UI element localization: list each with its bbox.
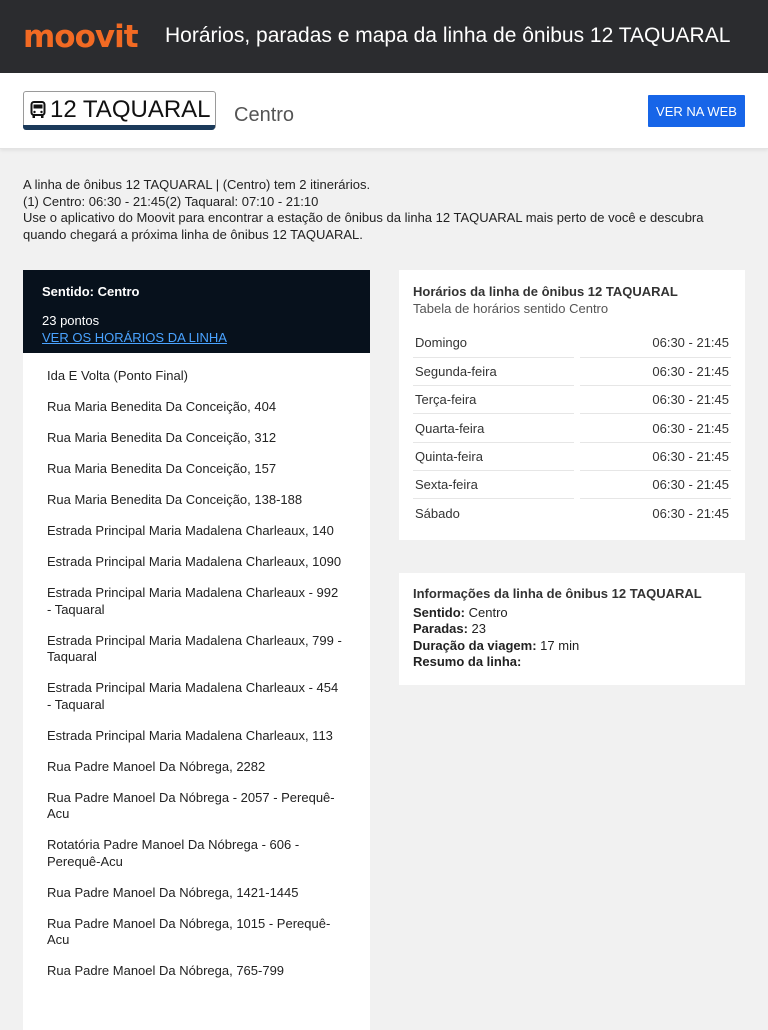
stop-item[interactable]: Estrada Principal Maria Madalena Charleaux, 113 (47, 727, 333, 743)
info-summary-label: Resumo da linha: (413, 653, 522, 669)
stop-item[interactable]: Rotatória Padre Manoel Da Nóbrega - 606 - Perequê-Acu (47, 837, 300, 869)
stop-item[interactable]: Rua Maria Benedita Da Conceição, 138-188 (47, 492, 303, 507)
line-badge (23, 91, 216, 129)
stops-count: 23 pontos (42, 313, 100, 328)
stop-item[interactable]: Estrada Principal Maria Madalena Charleaux - 454 - Taquaral (47, 680, 339, 712)
info-stops (413, 621, 731, 637)
info-duration-value: 17 min (540, 637, 580, 653)
schedule-day: Quarta-feira (413, 414, 574, 442)
intro-line-2: (1) Centro: 06:30 - 21:45(2) Taquaral: 07:10 - 21:10 (23, 193, 319, 209)
info-summary (413, 654, 731, 670)
intro-line-3: Use o aplicativo do Moovit para encontrar a estação de ônibus da linha 12 TAQUARAL mais perto de você e descubra quando chegará a próxima linha de ônibus 12 TAQUARAL. (23, 210, 704, 242)
schedule-hours: 06:30 - 21:45 (580, 386, 731, 414)
stop-item[interactable]: Ida E Volta (Ponto Final) (47, 368, 188, 383)
info-duration (413, 638, 731, 654)
stop-item[interactable]: Rua Padre Manoel Da Nóbrega, 1421-1445 (47, 884, 299, 900)
stops-direction: Sentido: Centro (42, 284, 140, 299)
info-stops-label: Paradas: (413, 621, 468, 637)
stop-item[interactable]: Estrada Principal Maria Madalena Charleaux - 992 - Taquaral (47, 585, 339, 617)
schedule-hours: 06:30 - 21:45 (580, 442, 731, 470)
intro-line-1: A linha de ônibus 12 TAQUARAL | (Centro) tem 2 itinerários. (23, 177, 371, 192)
schedule-row (413, 470, 731, 498)
logo-text: moovit (23, 18, 138, 55)
schedule-row (413, 499, 731, 527)
schedule-row (413, 414, 731, 442)
info-direction-value: Centro (468, 605, 508, 620)
stop-item[interactable]: Estrada Principal Maria Madalena Charleaux, 799 - Taquaral (47, 632, 342, 664)
view-schedule-link[interactable]: VER OS HORÁRIOS DA LINHA (42, 330, 227, 345)
stop-item[interactable]: Estrada Principal Maria Madalena Charleaux, 1090 (47, 554, 342, 569)
stop-item[interactable]: Rua Maria Benedita Da Conceição, 157 (47, 461, 277, 476)
stop-item[interactable]: Estrada Principal Maria Madalena Charleaux, 140 (47, 523, 334, 538)
line-name: 12 TAQUARAL (50, 96, 211, 123)
schedule-hours: 06:30 - 21:45 (652, 505, 729, 521)
schedule-card (399, 270, 745, 540)
schedule-table (413, 329, 731, 527)
line-destination: Centro (234, 104, 295, 126)
info-direction (413, 605, 731, 621)
schedule-day: Sábado (415, 505, 460, 521)
schedule-day: Domingo (413, 329, 574, 357)
stop-item[interactable]: Rua Padre Manoel Da Nóbrega, 1015 - Perequê-Acu (47, 915, 331, 947)
stops-list (23, 353, 370, 980)
schedule-day: Quinta-feira (413, 442, 574, 470)
moovit-logo[interactable] (23, 19, 145, 55)
schedule-hours: 06:30 - 21:45 (580, 470, 731, 498)
schedule-day: Segunda-feira (413, 357, 574, 385)
schedule-row (413, 357, 731, 385)
bus-icon (30, 101, 46, 119)
stop-item[interactable]: Rua Maria Benedita Da Conceição, 404 (47, 399, 277, 414)
schedule-subtitle: Tabela de horários sentido Centro (413, 301, 609, 316)
stop-item[interactable]: Rua Padre Manoel Da Nóbrega - 2057 - Perequê-Acu (47, 789, 335, 821)
line-info-title: Informações da linha de ônibus 12 TAQUARAL (413, 586, 702, 601)
stops-panel (23, 270, 370, 1030)
top-bar (0, 0, 768, 73)
line-badge-underline (23, 125, 215, 130)
schedule-hours: 06:30 - 21:45 (580, 414, 731, 442)
stop-item[interactable]: Rua Padre Manoel Da Nóbrega, 765-799 (47, 963, 285, 978)
info-duration-label: Duração da viagem: (413, 637, 537, 653)
schedule-hours: 06:30 - 21:45 (580, 357, 731, 385)
schedule-title: Horários da linha de ônibus 12 TAQUARAL (413, 284, 678, 299)
stops-header (23, 270, 370, 353)
info-stops-value: 23 (471, 621, 487, 637)
page-title: Horários, paradas e mapa da linha de ônibus 12 TAQUARAL (165, 24, 731, 47)
schedule-row (413, 386, 731, 414)
schedule-hours: 06:30 - 21:45 (580, 329, 731, 357)
line-header (0, 73, 768, 149)
intro-text (23, 177, 745, 243)
schedule-row (413, 329, 731, 357)
stop-item[interactable]: Rua Maria Benedita Da Conceição, 312 (47, 430, 277, 445)
view-on-web-button[interactable]: VER NA WEB (648, 95, 745, 127)
info-direction-label: Sentido: (413, 605, 465, 620)
line-info-card (399, 573, 745, 685)
schedule-row (413, 442, 731, 470)
schedule-day: Terça-feira (413, 386, 574, 414)
schedule-day: Sexta-feira (413, 470, 574, 498)
stop-item[interactable]: Rua Padre Manoel Da Nóbrega, 2282 (47, 758, 266, 774)
